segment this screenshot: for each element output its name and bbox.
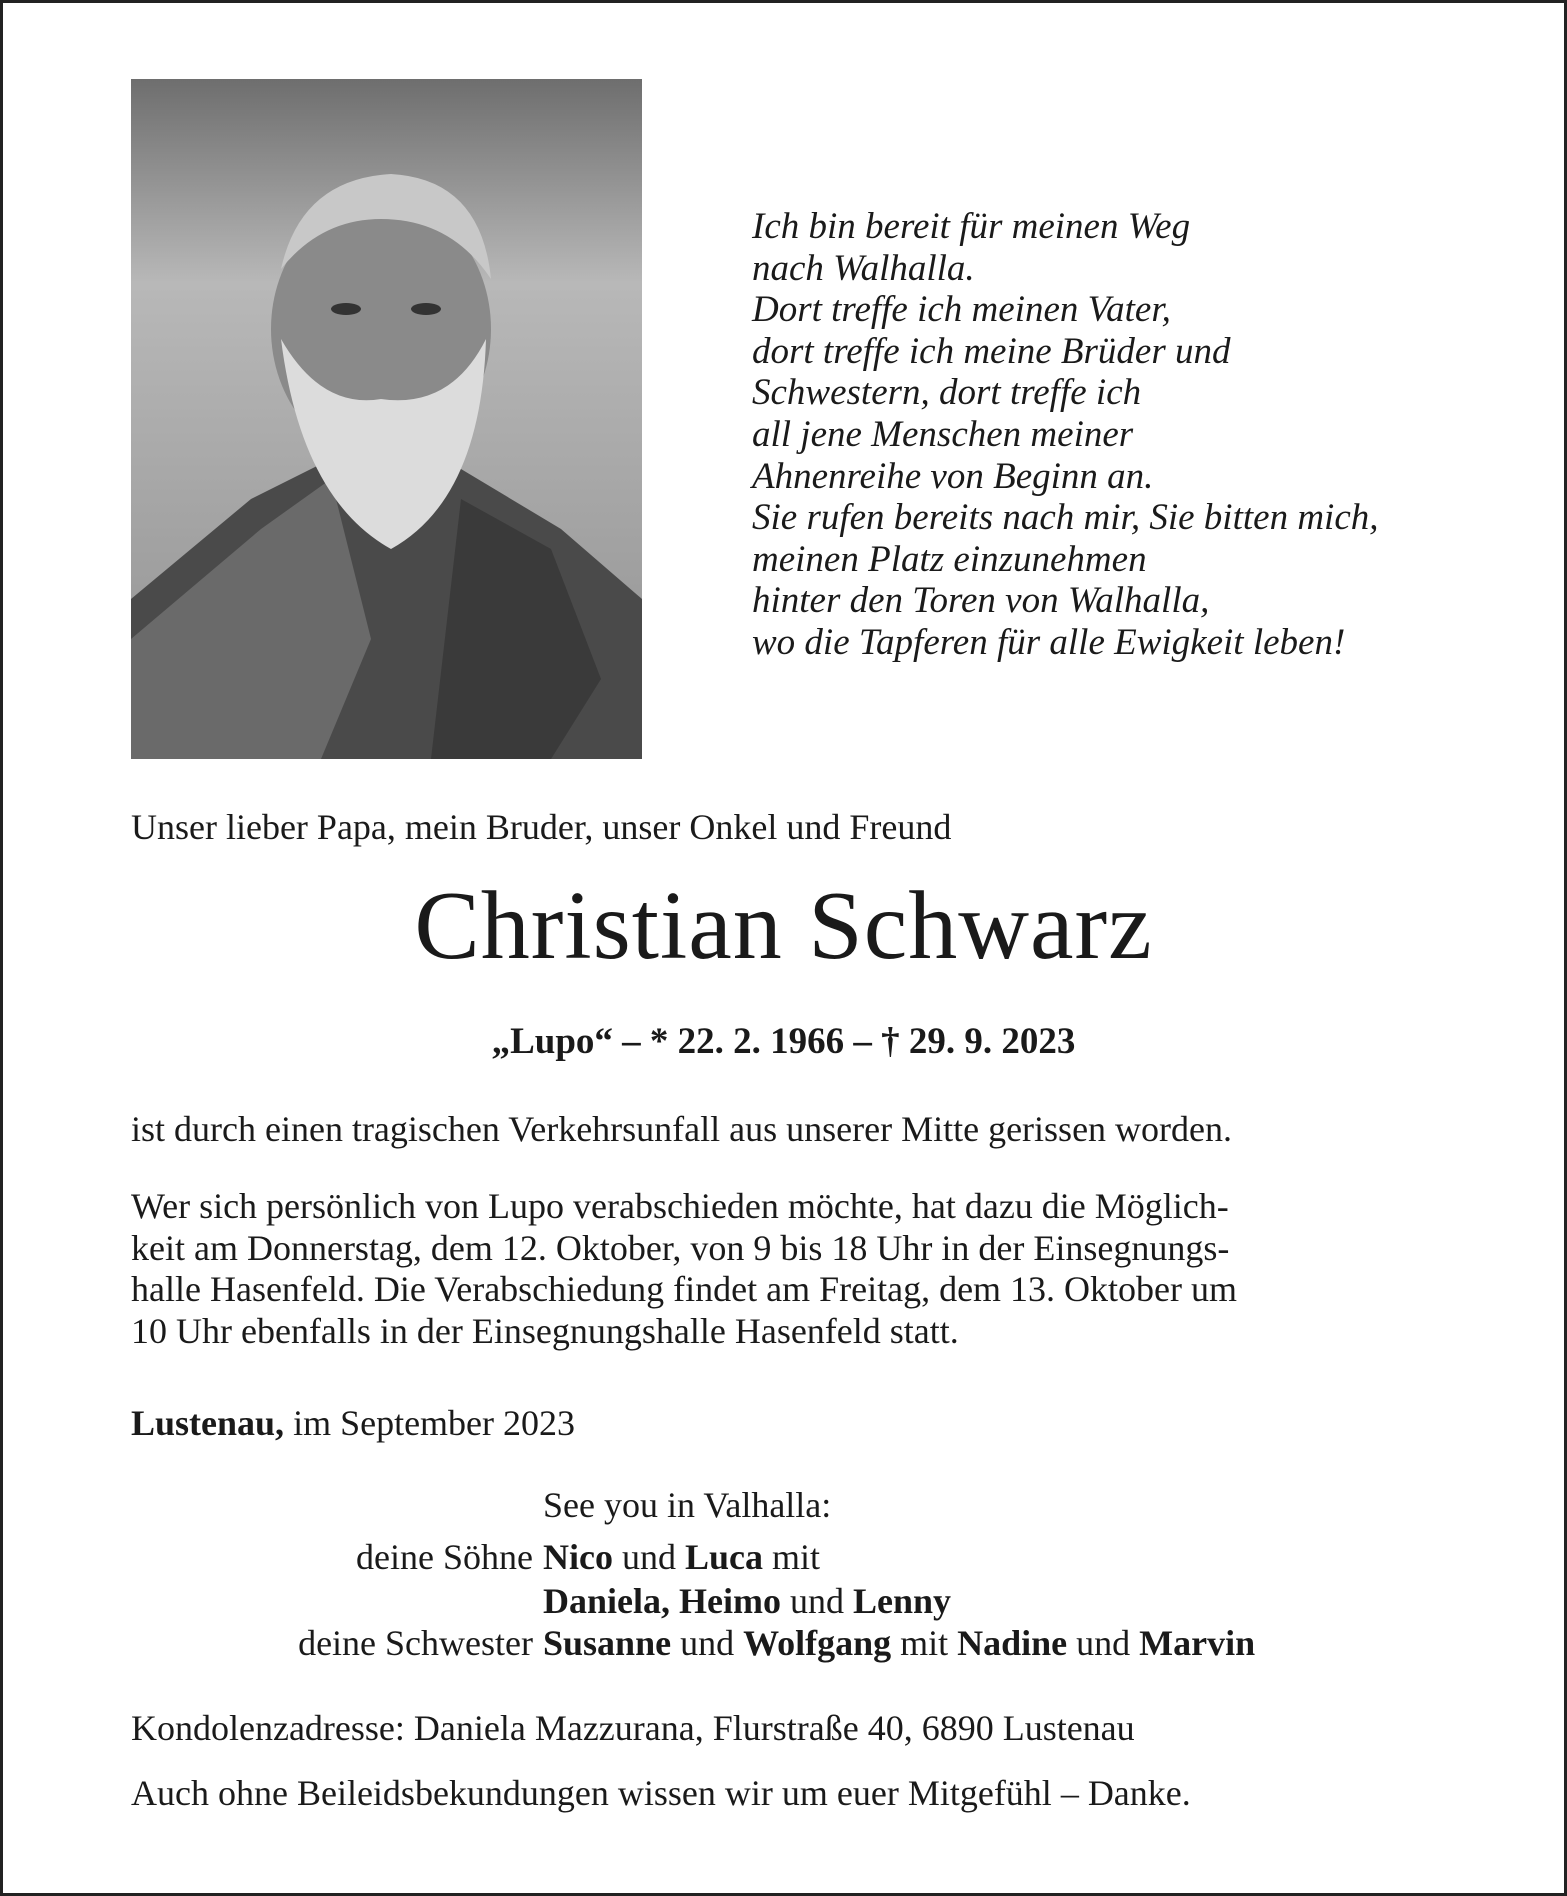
poem-line: meinen Platz einzunehmen <box>752 538 1147 580</box>
sister-names <box>543 1622 1255 1664</box>
connector: und <box>1067 1623 1140 1663</box>
connector: mit <box>891 1623 958 1663</box>
place: Lustenau, <box>131 1403 285 1443</box>
details-line: 10 Uhr ebenfalls in der Einsegnungshalle Hasenfeld statt. <box>131 1310 959 1351</box>
connector: mit <box>763 1537 821 1577</box>
mourner-name: Daniela, Heimo <box>543 1581 781 1621</box>
poem-line: Dort treffe ich meinen Vater, <box>752 289 1171 331</box>
poem-line: Ahnenreihe von Beginn an. <box>752 455 1154 497</box>
poem-line: wo die Tapferen für alle Ewigkeit leben! <box>752 621 1346 663</box>
farewell-details <box>131 1186 1237 1352</box>
place-date <box>131 1402 575 1444</box>
mourner-name: Wolfgang <box>743 1623 892 1663</box>
poem-line: Ich bin bereit für meinen Weg <box>752 206 1191 247</box>
connector: und <box>780 1581 853 1621</box>
poem-line: Schwestern, dort treffe ich <box>752 372 1142 414</box>
details-line: keit am Donnerstag, dem 12. Oktober, von 9 bis 18 Uhr in der Einsegnungs- <box>131 1227 1230 1268</box>
poem-line: hinter den Toren von Walhalla, <box>752 580 1210 622</box>
mourner-name: Luca <box>684 1537 763 1577</box>
details-line: Wer sich persönlich von Lupo verabschieden möchte, hat dazu die Möglich- <box>131 1186 1229 1226</box>
nickname-dates: „Lupo“ – * 22. 2. 1966 – † 29. 9. 2023 <box>491 1021 1076 1062</box>
statement: ist durch einen tragischen Verkehrsunfall aus unserer Mitte gerissen worden. <box>131 1109 1233 1149</box>
poem <box>752 206 1379 664</box>
sons-names-2 <box>543 1580 951 1622</box>
connector: und <box>671 1623 744 1663</box>
poem-line: all jene Menschen meiner <box>752 413 1134 455</box>
poem-line: Sie rufen bereits nach mir, Sie bitten mich, <box>752 497 1379 539</box>
sons-names <box>543 1536 820 1578</box>
intro-text: Unser lieber Papa, mein Bruder, unser Onkel und Freund <box>131 807 952 847</box>
mourner-name: Nadine <box>957 1623 1068 1663</box>
deceased-name: Christian Schwarz <box>414 872 1153 980</box>
farewell-line: See you in Valhalla: <box>543 1485 832 1525</box>
mourner-name: Marvin <box>1139 1623 1256 1663</box>
sister-label: deine Schwester <box>298 1623 533 1663</box>
connector: und <box>612 1537 685 1577</box>
mourner-name: Lenny <box>852 1581 952 1621</box>
condolence-address: Kondolenzadresse: Daniela Mazzurana, Flurstraße 40, 6890 Lustenau <box>131 1708 1135 1748</box>
poem-line: dort treffe ich meine Brüder und <box>752 330 1231 372</box>
mourner-name: Nico <box>543 1537 613 1577</box>
closing-note: Auch ohne Beileidsbekundungen wissen wir um euer Mitgefühl – Danke. <box>131 1773 1191 1813</box>
date: im September 2023 <box>284 1403 576 1443</box>
poem-line: nach Walhalla. <box>752 247 975 289</box>
details-line: halle Hasenfeld. Die Verabschiedung findet am Freitag, dem 13. Oktober um <box>131 1269 1238 1310</box>
portrait-photo <box>131 79 642 759</box>
sons-label: deine Söhne <box>356 1537 533 1577</box>
mourner-name: Susanne <box>543 1623 672 1663</box>
